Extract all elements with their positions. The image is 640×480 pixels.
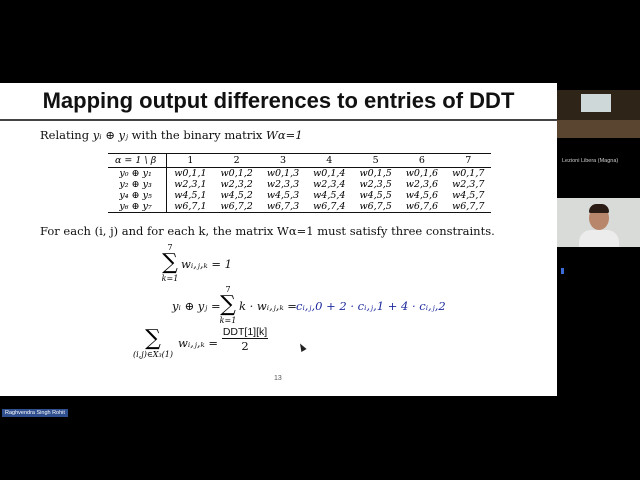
table-row: [108, 190, 491, 201]
row-label: y₀ ⊕ y₁: [108, 168, 167, 180]
sum-upper: 7: [167, 243, 173, 252]
table-cell: w4,5,2: [220, 190, 253, 201]
participant-name-room: Lezioni Libera (Magna): [562, 158, 619, 164]
row-label: y₆ ⊕ y₇: [108, 201, 167, 213]
table-cell: w6,7,5: [352, 201, 398, 213]
table-cell: w0,1,6: [405, 168, 439, 179]
sum-lower: k=1: [161, 274, 179, 283]
ddt-table: [108, 153, 491, 213]
table-header-row: [108, 154, 491, 168]
table-cell: w2,3,7: [452, 179, 485, 190]
sum-upper: 7: [225, 285, 231, 294]
table-cell: w2,3,4: [313, 179, 346, 190]
eq2-lhs: yᵢ ⊕ yⱼ =: [172, 299, 221, 313]
projector-screen-icon: [581, 94, 611, 112]
participant-video-person[interactable]: [557, 198, 640, 247]
table-cell: w6,7,3: [260, 201, 306, 213]
relating-line: [40, 128, 303, 142]
table-cell: w0,1,5: [359, 168, 392, 179]
sigma-icon: ∑: [162, 250, 178, 275]
column-header: 5: [352, 154, 398, 168]
sum-symbol-2: [218, 285, 238, 325]
eq3-body: wᵢ,ⱼ,ₖ =: [178, 336, 218, 350]
eq3-fraction: [222, 326, 268, 353]
sum-symbol-3: [128, 328, 178, 359]
table-cell: w6,7,6: [399, 201, 445, 213]
table-cell: w4,5,7: [452, 190, 485, 201]
eq1-body: wᵢ,ⱼ,ₖ = 1: [181, 257, 232, 271]
relating-mid: with the binary matrix: [128, 128, 267, 142]
table-cell: w0,1,2: [220, 168, 253, 179]
table-cell: w2,3,1: [174, 179, 207, 190]
table-cell: w0,1,1: [174, 168, 207, 179]
row-label: y₂ ⊕ y₃: [108, 179, 167, 190]
participant-video-room[interactable]: [557, 90, 640, 138]
presentation-slide: [0, 83, 557, 396]
page-number: 13: [274, 375, 282, 382]
column-header: 3: [260, 154, 306, 168]
table-cell: w6,7,4: [306, 201, 352, 213]
sum-symbol-1: [160, 243, 180, 283]
table-cell: w2,3,2: [220, 179, 253, 190]
table-cell: w6,7,1: [167, 201, 214, 213]
table-cell: w4,5,1: [174, 190, 207, 201]
table-cell: w4,5,3: [266, 190, 300, 201]
fraction-numerator: DDT[1][k]: [222, 326, 268, 338]
relating-expr: yᵢ ⊕ yⱼ: [92, 128, 129, 142]
table-cell: w4,5,4: [313, 190, 346, 201]
person-hair: [589, 204, 609, 213]
table-cell: w0,1,4: [313, 168, 346, 179]
table-cell: w0,1,3: [266, 168, 300, 179]
column-header: 2: [214, 154, 260, 168]
fraction-denominator: 2: [241, 339, 249, 353]
table-cell: w6,7,2: [214, 201, 260, 213]
audio-indicator-icon: [561, 268, 564, 274]
eq2-body: k · wᵢ,ⱼ,ₖ =: [239, 299, 297, 313]
column-header: 7: [445, 154, 491, 168]
table-cell: w2,3,5: [359, 179, 392, 190]
room-desk: [557, 120, 640, 138]
mouse-cursor-icon: [297, 342, 306, 352]
table-row: [108, 179, 491, 190]
constraint-text: For each (i, j) and for each k, the matrix Wα=1 must satisfy three constraints.: [40, 224, 495, 238]
person-shirt: [579, 230, 619, 247]
table-row: [108, 168, 491, 180]
table-corner: α = 1 \ β: [108, 154, 167, 168]
sum-lower: k=1: [219, 316, 237, 325]
column-header: 6: [399, 154, 445, 168]
table-row: [108, 201, 491, 213]
relating-matrix: Wα=1: [266, 128, 303, 142]
title-divider: [0, 119, 557, 121]
column-header: 4: [306, 154, 352, 168]
column-header: 1: [167, 154, 214, 168]
eq2-rhs: cᵢ,ⱼ,0 + 2 · cᵢ,ⱼ,1 + 4 · cᵢ,ⱼ,2: [296, 299, 446, 313]
relating-prefix: Relating: [40, 128, 93, 142]
slide-title: Mapping output differences to entries of DDT: [42, 88, 515, 113]
speaker-name-label: Raghvendra Singh Rohit: [2, 409, 68, 417]
sum-lower: (i,j)∈X₃(1): [133, 350, 173, 359]
table-cell: w4,5,5: [359, 190, 392, 201]
sigma-icon: ∑: [220, 292, 236, 317]
table-cell: w6,7,7: [445, 201, 491, 213]
table-cell: w0,1,7: [452, 168, 485, 179]
sigma-icon: ∑: [145, 326, 161, 351]
table-cell: w2,3,3: [266, 179, 300, 190]
table-cell: w4,5,6: [405, 190, 439, 201]
table-cell: w2,3,6: [405, 179, 439, 190]
row-label: y₄ ⊕ y₅: [108, 190, 167, 201]
